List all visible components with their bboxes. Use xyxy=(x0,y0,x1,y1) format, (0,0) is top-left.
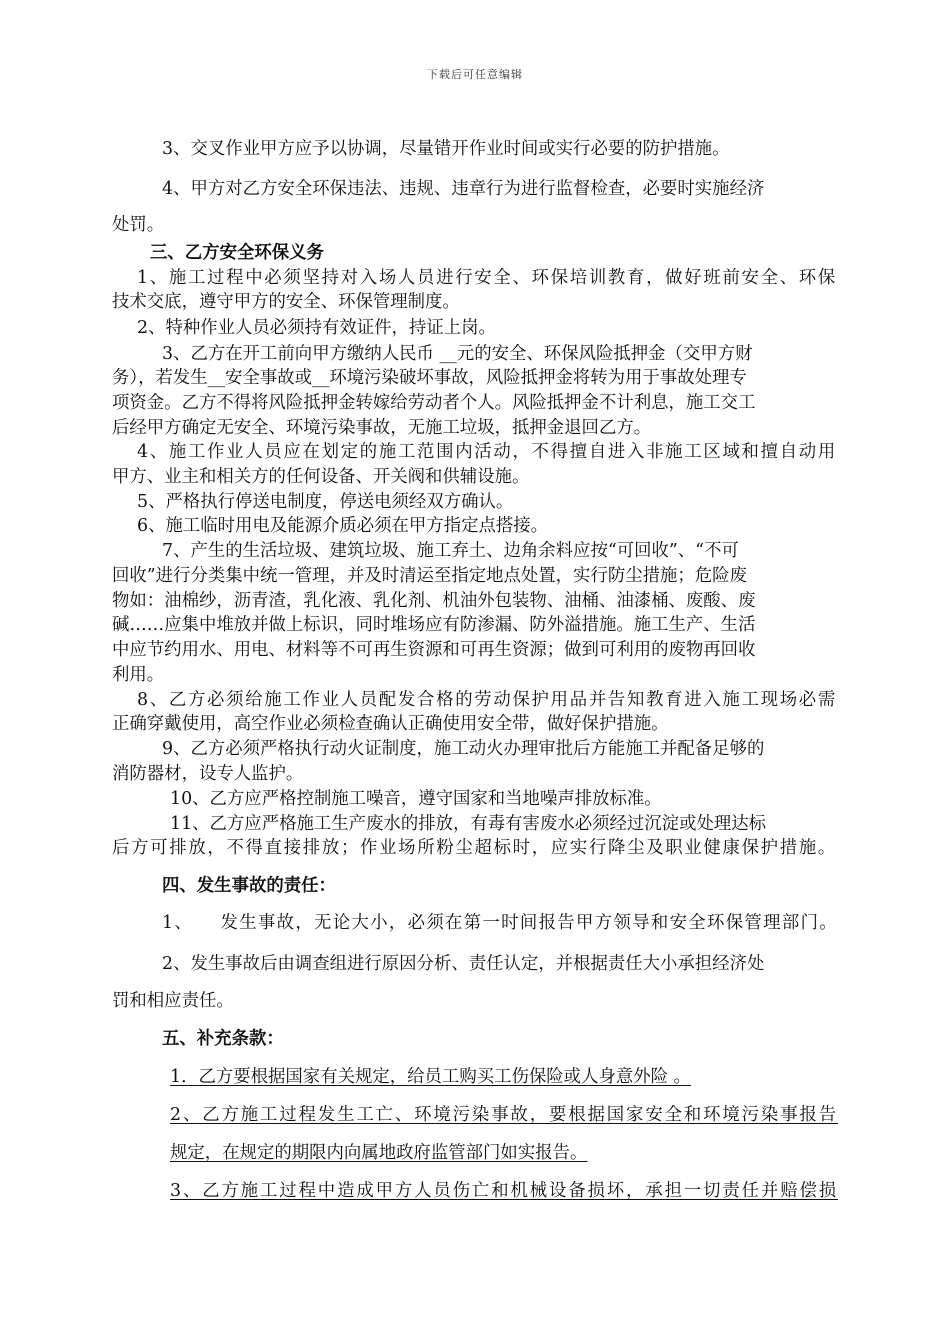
paragraph-line: 11、乙方应严格施工生产废水的排放，有毒有害废水必须经过沉淀或处理达标 xyxy=(170,814,767,834)
underlined-clause: 3、乙方施工过程中造成甲方人员伤亡和机械设备损坏，承担一切责任并赔偿损 xyxy=(170,1181,838,1201)
paragraph-line: 消防器材，设专人监护。 xyxy=(112,764,304,784)
section-heading: 四、发生事故的责任： xyxy=(162,876,336,896)
underlined-clause: 规定，在规定的期限内向属地政府监管部门如实报告。 xyxy=(170,1143,588,1163)
paragraph-line: 5、严格执行停送电制度，停送电须经双方确认。 xyxy=(137,492,514,512)
paragraph-line: 务），若发生__安全事故或__环境污染破坏事故，风险抵押金将转为用于事故处理专 xyxy=(112,368,747,388)
paragraph-line: 2、发生事故后由调查组进行原因分析、责任认定，并根据责任大小承担经济处 xyxy=(162,954,765,974)
paragraph-line: 4、施工作业人员应在划定的施工范围内活动，不得擅自进入非施工区域和擅自动用 xyxy=(137,442,837,462)
page-header: 下载后可任意编辑 xyxy=(427,68,523,81)
paragraph-line: 中应节约用水、用电、材料等不可再生资源和可再生资源；做到可利用的废物再回收 xyxy=(112,640,756,660)
underlined-clause: 2、乙方施工过程发生工亡、环境污染事故，要根据国家安全和环境污染事报告 xyxy=(170,1105,838,1125)
paragraph-line: 1、 发生事故，无论大小，必须在第一时间报告甲方领导和安全环保管理部门。 xyxy=(162,913,838,933)
paragraph-line: 4、甲方对乙方安全环保违法、违规、违章行为进行监督检查，必要时实施经济 xyxy=(162,179,765,199)
paragraph-line: 正确穿戴使用，高空作业必须检查确认正确使用安全带，做好保护措施。 xyxy=(112,714,669,734)
paragraph-line: 10、乙方应严格控制施工噪音，遵守国家和当地噪声排放标准。 xyxy=(170,789,662,809)
underlined-clause: 1．乙方要根据国家有关规定，给员工购买工伤保险或人身意外险 。 xyxy=(170,1067,691,1087)
paragraph-line: 3、乙方在开工前向甲方缴纳人民币 __元的安全、环保风险抵押金（交甲方财 xyxy=(162,344,753,364)
paragraph-line: 7、产生的生活垃圾、建筑垃圾、施工弃土、边角余料应按“可回收”、“不可 xyxy=(162,541,739,561)
paragraph-line: 2、特种作业人员必须持有效证件，持证上岗。 xyxy=(137,318,496,338)
section-heading: 三、乙方安全环保义务 xyxy=(150,243,324,263)
paragraph-line: 利用。 xyxy=(112,665,165,685)
paragraph-line: 8、乙方必须给施工作业人员配发合格的劳动保护用品并告知教育进入施工现场必需 xyxy=(137,690,837,710)
paragraph-line: 罚和相应责任。 xyxy=(112,991,234,1011)
paragraph-line: 1、施工过程中必须坚持对入场人员进行安全、环保培训教育，做好班前安全、环保 xyxy=(137,268,837,288)
paragraph-line: 技术交底，遵守甲方的安全、环保管理制度。 xyxy=(112,292,460,312)
paragraph-line: 6、施工临时用电及能源介质必须在甲方指定点搭接。 xyxy=(137,516,549,536)
paragraph-line: 3、交叉作业甲方应予以协调，尽量错开作业时间或实行必要的防护措施。 xyxy=(162,139,730,159)
paragraph-line: 后经甲方确定无安全、环境污染事故，无施工垃圾，抵押金退回乙方。 xyxy=(112,418,652,438)
paragraph-line: 甲方、业主和相关方的任何设备、开关阀和供辅设施。 xyxy=(112,467,530,487)
section-heading: 五、补充条款： xyxy=(162,1029,284,1049)
paragraph-line: 处罚。 xyxy=(112,215,165,235)
paragraph-line: 碱……应集中堆放并做上标识，同时堆场应有防渗漏、防外溢措施。施工生产、生活 xyxy=(112,615,756,635)
paragraph-line: 项资金。乙方不得将风险抵押金转嫁给劳动者个人。风险抵押金不计利息，施工交工 xyxy=(112,393,756,413)
paragraph-line: 后方可排放，不得直接排放；作业场所粉尘超标时，应实行降尘及职业健康保护措施。 xyxy=(112,838,837,858)
paragraph-line: 回收”进行分类集中统一管理，并及时清运至指定地点处置，实行防尘措施；危险废 xyxy=(112,566,747,586)
paragraph-line: 物如：油棉纱，沥青渣，乳化液、乳化剂、机油外包装物、油桶、油漆桶、废酸、废 xyxy=(112,591,756,611)
paragraph-line: 9、乙方必须严格执行动火证制度，施工动火办理审批后方能施工并配备足够的 xyxy=(162,739,765,759)
